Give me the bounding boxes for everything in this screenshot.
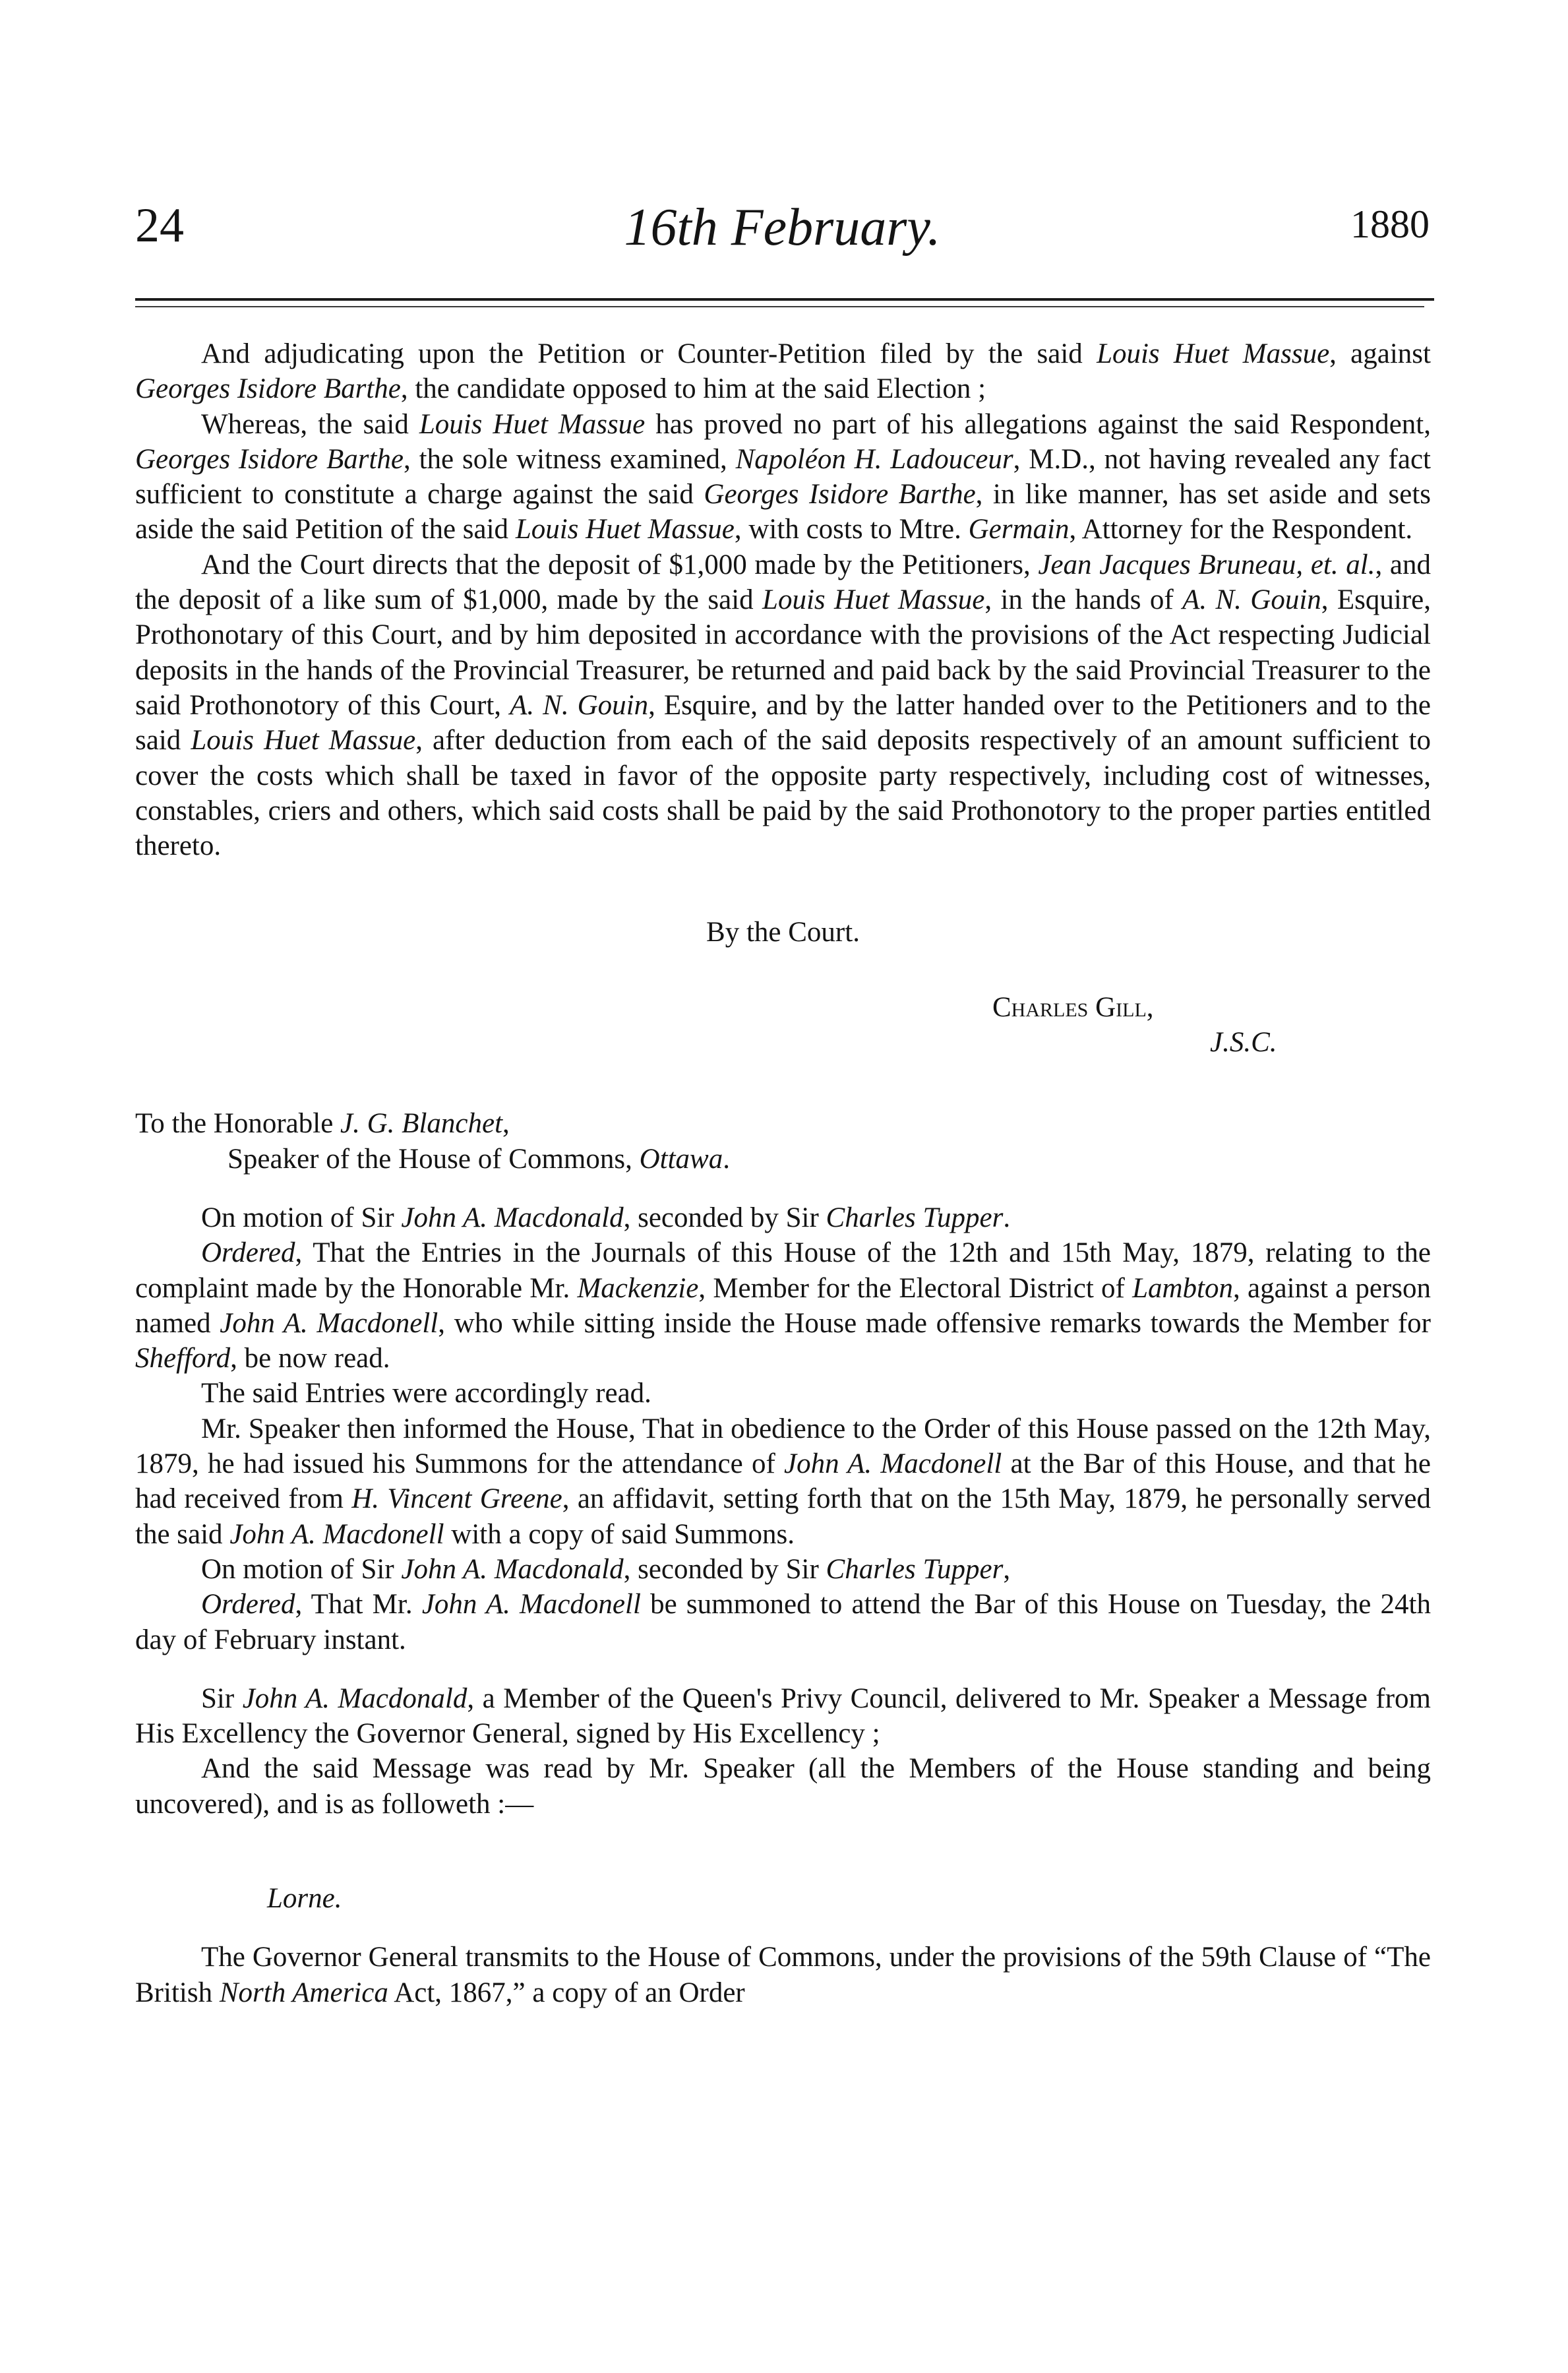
page-number: 24 bbox=[135, 199, 184, 253]
paragraph-motion-1: On motion of Sir John A. Macdonald, seconded by Sir Charles Tupper. bbox=[201, 1202, 1011, 1233]
paragraph-whereas: Whereas, the said Louis Huet Massue has proved no part of his allegations against the said Respondent, Georges Isidore Barthe, the sole witness examined, Napoléon H. Ladouceur, M.D., not having revealed any fact sufficient to constitute a charge against the said Georges Isidore Barthe, in like manner, has set aside and sets aside the said Petition of the said Louis Huet Massue, with costs to Mtre. Germain, Attorney for the Respondent. bbox=[135, 408, 1431, 545]
by-the-court: By the Court. bbox=[706, 917, 860, 948]
page-header bbox=[135, 198, 1430, 270]
paragraph-court-directs: And the Court directs that the deposit of $1,000 made by the Petitioners, Jean Jacques Bruneau, et. al., and the deposit of a like sum of $1,000, made by the said Louis Huet Massue, in the hands of A. N. Gouin, Esquire, Prothonotary of this Court, and by him deposited in accordance with the provisions of the Act respecting Judicial deposits in the hands of the Provincial Treasurer, be returned and paid back by the said Provincial Treasurer to the said Prothonotory of this Court, A. N. Gouin, Esquire, and by the latter handed over to the Petitioners and to the said Louis Huet Massue, after deduction from each of the said deposits respectively of an amount sufficient to cover the costs which shall be taxed in favor of the opposite party respectively, including cost of witnesses, constables, criers and others, which said costs shall be paid by the said Prothonotory to the proper parties entitled thereto. bbox=[135, 549, 1432, 862]
signature-lorne: Lorne. bbox=[267, 1882, 342, 1914]
paragraph-adjudicating: And adjudicating upon the Petition or Counter-Petition filed by the said Louis Huet Massue, against Georges Isidore Barthe, the candidate opposed to him at the said Election ; bbox=[135, 338, 1431, 405]
addressee-line: To the Honorable J. G. Blanchet, bbox=[135, 1108, 510, 1140]
signer-title: J.S.C. bbox=[1210, 1027, 1277, 1059]
paragraph-governor-transmits: The Governor General transmits to the House of Commons, under the provisions of the 59th Clause of “The British North America Act, 1867,” a copy of an Order bbox=[135, 1942, 1431, 2008]
running-title: 16th February. bbox=[624, 199, 941, 257]
addressee-office: Speaker of the House of Commons, Ottawa. bbox=[227, 1143, 730, 1175]
paragraph-ordered-2: Ordered, That Mr. John A. Macdonell be summoned to attend the Bar of this House on Tuesday, the 24th day of February instant. bbox=[135, 1589, 1432, 1655]
paragraph-message-read: And the said Message was read by Mr. Speaker (all the Members of the House standing and being uncovered), and is as followeth :— bbox=[135, 1753, 1431, 1820]
document-body bbox=[135, 336, 1431, 2010]
header-rule bbox=[135, 298, 1434, 301]
paragraph-message-delivered: Sir John A. Macdonald, a Member of the Queen's Privy Council, delivered to Mr. Speaker a Message from His Excellency the Governor General, signed by His Excellency ; bbox=[135, 1682, 1431, 1750]
paragraph-motion-2: On motion of Sir John A. Macdonald, seconded by Sir Charles Tupper, bbox=[201, 1553, 1011, 1585]
paragraph-ordered-1: Ordered, That the Entries in the Journals of this House of the 12th and 15th May, 1879, relating to the complaint made by the Honorable Mr. Mackenzie, Member for the Electoral District of Lambton, against a person named John A. Macdonell, who while sitting inside the House made offensive remarks towards the Member for Shefford, be now read. bbox=[135, 1237, 1432, 1374]
paragraph-speaker-informed: Mr. Speaker then informed the House, That in obedience to the Order of this House passed on the 12th May, 1879, he had issued his Summons for the attendance of John A. Macdonell at the Bar of this House, and that he had received from H. Vincent Greene, an affidavit, setting forth that on the 15th May, 1879, he personally served the said John A. Macdonell with a copy of said Summons. bbox=[135, 1413, 1432, 1550]
signer-name: Charles Gill, bbox=[992, 991, 1154, 1023]
year: 1880 bbox=[1350, 202, 1430, 246]
header-rule-secondary bbox=[135, 306, 1424, 307]
paragraph-entries-read: The said Entries were accordingly read. bbox=[201, 1378, 651, 1409]
